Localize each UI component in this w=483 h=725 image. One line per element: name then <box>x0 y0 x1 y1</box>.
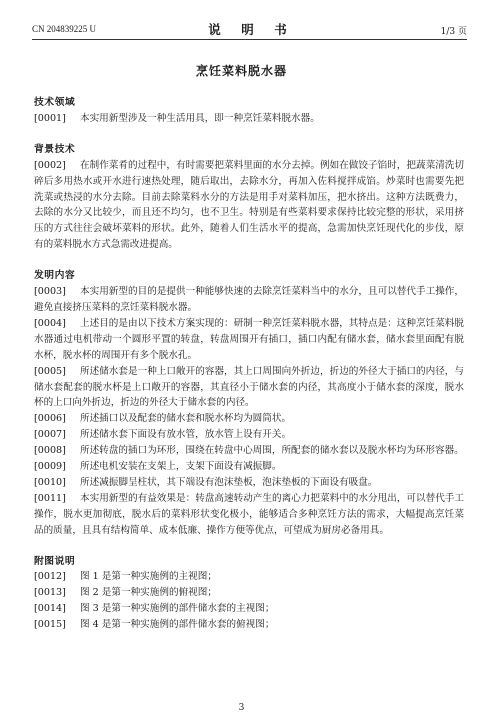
paragraph-text: 所述电机安装在支架上，支架下面设有减振脚。 <box>80 461 282 473</box>
document-body <box>34 95 464 633</box>
paragraph-text: 上述目的是由以下技术方案实现的：研制一种烹饪菜料脱水器，其特点是：这种烹饪菜料脱水器通过电机带动一个圆形平置的转盘，转盘周围开有插口，插口内配有储水套，储水套里面配有脱水杯，脱水杯的周围开有多个脱水孔。 <box>34 317 464 361</box>
paragraph-number: [0005] <box>34 365 66 377</box>
paragraph-text: 本实用新型的目的是提供一种能够快速的去除烹饪菜料当中的水分，且可以替代手工操作，避免直接挤压菜料的烹饪菜料脱水器。 <box>34 286 464 313</box>
paragraph <box>34 491 464 539</box>
paragraph-number: [0010] <box>34 476 66 488</box>
paragraph-number: [0001] <box>34 112 66 124</box>
paragraph <box>34 475 464 491</box>
paragraph-text: 图 2 是第一种实施例的俯视图； <box>80 587 217 599</box>
paragraph-number: [0013] <box>34 587 66 599</box>
paragraph-number: [0009] <box>34 461 66 473</box>
paragraph <box>34 364 464 412</box>
header-divider <box>32 39 467 40</box>
paragraph <box>34 427 464 443</box>
paragraph <box>34 617 464 633</box>
page-header <box>32 18 467 40</box>
paragraph-text: 所述插口以及配套的储水套和脱水杯均为圆筒状。 <box>80 413 292 425</box>
page-number: 3 <box>238 703 245 713</box>
paragraph-text: 本实用新型涉及一种生活用具，即一种烹饪菜料脱水器。 <box>80 112 320 124</box>
paragraph-text: 所述转盘的插口为环形，围绕在转盘中心周围，所配套的储水套以及脱水杯均为环形容器。 <box>80 445 464 457</box>
paragraph <box>34 601 464 617</box>
section-summary <box>34 268 464 538</box>
paragraph <box>34 443 464 459</box>
paragraph-number: [0008] <box>34 445 66 457</box>
section-heading: 背景技术 <box>34 143 76 155</box>
section-heading: 附图说明 <box>34 555 76 567</box>
paragraph <box>34 284 464 316</box>
paragraph-number: [0006] <box>34 413 66 425</box>
page-indicator: 1/3 页 <box>440 27 467 37</box>
paragraph-number: [0014] <box>34 603 66 615</box>
patent-number: CN 204839225 U <box>32 24 97 34</box>
paragraph-text: 所述减振脚呈柱状，其下端设有泡沫垫板，泡沫垫板的下面设有吸盘。 <box>80 476 378 488</box>
section-background <box>34 142 464 253</box>
paragraph-text: 所述储水套下面设有放水管，放水管上设有开关。 <box>80 429 292 441</box>
paragraph <box>34 111 464 127</box>
paragraph-text: 图 1 是第一种实施例的主视图； <box>80 571 217 583</box>
paragraph-number: [0003] <box>34 286 66 298</box>
paragraph-text: 图 3 是第一种实施例的部件储水套的主视图； <box>80 603 275 615</box>
paragraph-number: [0011] <box>34 492 66 504</box>
paragraph-text: 所述储水套是一种上口敞开的容器，其上口周围向外折边，折边的外径大于插口的内径，与储水套配套的脱水杯是上口敞开的容器，其直径小于储水套的内径，其高度小于储水套的深度，脱水杯的上口向外折边，折边的外径大于储水套的内径。 <box>34 365 464 409</box>
document-title: 烹饪菜料脱水器 <box>195 64 287 78</box>
paragraph <box>34 585 464 601</box>
section-technical-field <box>34 95 464 127</box>
section-heading: 技术领域 <box>34 97 76 108</box>
paragraph-number: [0015] <box>34 619 66 631</box>
paragraph <box>34 158 464 253</box>
paragraph-number: [0002] <box>34 159 66 171</box>
section-figure-description <box>34 554 464 634</box>
paragraph-number: [0012] <box>34 571 66 583</box>
paragraph <box>34 411 464 427</box>
section-heading: 发明内容 <box>34 270 76 282</box>
header-title: 说 明 书 <box>208 22 291 37</box>
paragraph <box>34 459 464 475</box>
paragraph <box>34 316 464 364</box>
paragraph-number: [0004] <box>34 317 66 329</box>
paragraph-text: 图 4 是第一种实施例的部件储水套的俯视图； <box>80 619 275 631</box>
paragraph-number: [0007] <box>34 429 66 441</box>
paragraph-text: 在制作菜肴的过程中，有时需要把菜料里面的水分去掉。例如在做饺子馅时，把蔬菜清洗切碎后多用热水或开水进行速热处理，随后取出，去除水分，再加入佐料搅拌成馅。炒菜时也需要先把洗菜或热浸的水分去除。目前去除菜料水分的方法是用手对菜料加压，把水挤出。这种方法既费力，去除的水分又比较少，而且还不均匀，也不卫生。特别是有些菜料要求保持比较完整的形状，采用挤压的方式往往会破坏菜料的形状。此外，随着人们生活水平的提高，急需加快烹饪现代化的步伐，原有的菜料脱水方式急需改进提高。 <box>34 159 464 251</box>
paragraph <box>34 569 464 585</box>
paragraph-text: 本实用新型的有益效果是：转盘高速转动产生的离心力把菜料中的水分甩出，可以替代手工操作，脱水更加彻底，脱水后的菜料形状变化极小，能够适合多种烹饪方法的需求，大幅提高烹饪菜品的质量，且具有结构简单、成本低廉、操作方便等优点，可望成为厨房必备用具。 <box>34 492 464 536</box>
